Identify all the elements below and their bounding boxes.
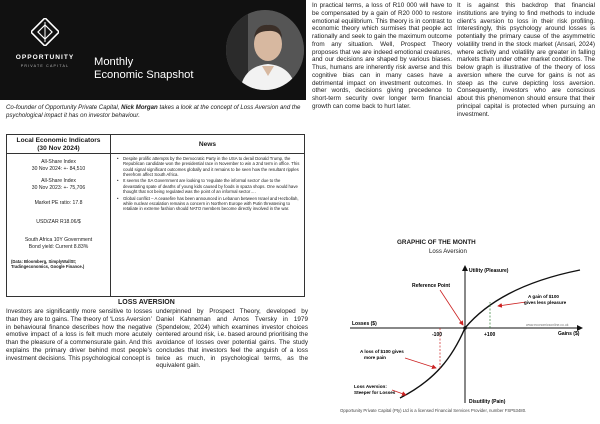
section-title: LOSS AVERSION [118, 299, 175, 306]
header-banner [0, 0, 306, 100]
author-photo [226, 10, 304, 90]
indicators-source [7, 259, 110, 270]
source-line: (Data: Bloomberg, SimplyWallSt; [11, 258, 77, 264]
losses-curve [400, 328, 465, 398]
watermark: www.economicsonline.co.uk [526, 323, 569, 327]
article-column-4: It is against this backdrop that financial institutions are trying to find methods to include client’s aversion to loss in their risk profiling. Interestingly, this psychology around losses is potentially the primary cause of the asymmetric volatility trend in the stock market (Ansari, 2024) where activity and volatility are greater in falling markets than under other market conditions. The below graph is illustrative of the theory of loss aversion where the curve for gains is not as steep as the curve depicting loss aversion. Consequently, investors who are conscious about this phenomenon should ensure that their principal capital is protected when pursuing an investment. [457, 2, 595, 118]
indicator-value: Bond yield: Current 8.83% [28, 243, 89, 250]
gain-note-line1: A gain of $100 [528, 294, 559, 299]
indicators-header [7, 135, 110, 154]
indicator-label: Market PE ratio: 17.8 [34, 199, 83, 206]
tick-neg-label: -100 [432, 332, 443, 338]
loss-note-line2: more pain [364, 355, 386, 360]
reference-arrow [440, 290, 463, 325]
gains-label: Gains ($) [558, 331, 580, 337]
news-item: • It seems the SA Government are looking to ‘regulate the informal sector’ due to the devastating spate of deaths of young kids caused by foods in spaza shops. One would have thought that not being regulated was the point of an informal sector…. [117, 178, 300, 194]
aversion-note-line1: Loss Aversion: [354, 384, 387, 389]
indicator-label: USD/ZAR R18.06/$ [36, 218, 81, 225]
intro-text [6, 104, 306, 120]
indicator-item [7, 159, 110, 172]
loss-note-line1: A loss of $100 gives [360, 349, 404, 354]
news-item: • Global conflict – A ceasefire has been announced in Lebanon between Israel and Hezbollah, while nuclear escalation remains a concern in Northern Europe with Putin threatening to retaliate in extreme fashion should NATO members become directly involved in the war. [117, 196, 300, 212]
utility-label: Utility (Pleasure) [469, 268, 509, 274]
indicator-item [7, 219, 110, 226]
disutility-label: Disutility (Pain) [469, 399, 506, 405]
losses-label: Losses ($) [352, 321, 377, 327]
page-title [94, 56, 194, 82]
logo-name: OPPORTUNITY [15, 54, 75, 61]
intro-prefix: Co-founder of Opportunity Private Capital, [6, 104, 122, 111]
indicator-value: 30 Nov 2024: +- 84,510 [31, 165, 86, 172]
gain-note-arrow [498, 302, 526, 306]
indicator-value: 30 Nov 2023: +- 75,706 [31, 185, 86, 192]
reference-label: Reference Point [412, 283, 451, 289]
company-logo [8, 18, 82, 84]
gains-curve [465, 270, 580, 328]
graphic-subtitle: Loss Aversion [429, 248, 467, 255]
article-column-2: underpinned by Prospect Theory, developed by Daniel Kahneman and Amos Tversky in 1979 (Spendelow, 2024) which examines investor choices centered around risk, i.e. based around prioritising the avoidance of losses over potential gains. The study concludes that investors feel the anguish of a loss twice as much, in psychological terms, as the equivalent gain. [156, 308, 308, 370]
intro-author: Nick Morgan [121, 104, 158, 111]
indicators-column [7, 135, 111, 296]
reference-point [463, 326, 467, 330]
loss-aversion-diagram [340, 258, 590, 408]
article-column-3: In practical terms, a loss of R10 000 will have to be compensated by a gain of R20 000 to restore emotional equilibrium. This theory is in contrast to economic theory which surmises that people act rationally and seek to gain the maximum outcome from any situation. Well, Prospect Theory proposes that we are indeed emotional creatures, and our decisions are shaped by various biases. Thus, humans are inherently risk averse and this cognitive bias can in many cases have a detrimental impact on investment outcomes. In other words, decisions giving precedence to short-term security over longer term financial growth can come back to hurt later. [312, 2, 452, 110]
portrait-image [226, 10, 304, 90]
article-column-1: Investors are significantly more sensitive to losses than they are to gains. The theory of ‘Loss Aversion’ in behavioural finance describes how the negative emotive impact of a loss is felt much more acutely than the pleasure of a commensurate gain. And this explains the primary driver behind most people’s investment decisions. This psychological concept is [6, 308, 152, 362]
indicator-label: All-Share Index [41, 178, 76, 185]
indicator-item [7, 200, 110, 207]
indicator-item [7, 178, 110, 191]
source-line: Tradingeconomics, Google Finance.) [11, 264, 85, 270]
gain-note-line2: gives less pleasure [524, 300, 567, 305]
indicator-label: South Africa 10Y Government [24, 237, 93, 244]
indicators-title-line2: (30 Nov 2024) [37, 144, 80, 152]
loss-note-arrow [405, 358, 436, 368]
tick-pos-label: +100 [484, 332, 496, 338]
logo-subtitle: PRIVATE CAPITAL [20, 64, 70, 68]
indicators-news-table [6, 134, 305, 297]
news-item: • Despite prolific attempts by the Democratic Party in the USA to derail Donald Trump, the Republican candidate won the presidential race in November to win a 2nd term in office. This could signal significant outcomes globally and it remains to be seen how the resultant ripples therefrom affect South Africa. [117, 156, 300, 177]
indicators-title-line1: Local Economic Indicators [16, 137, 101, 144]
aversion-note-line2: Steeper for Losses [354, 390, 396, 395]
intro-suffix: takes a look at the concept of Loss Aversion and the psychological impact it has on investor behaviour. [6, 104, 301, 119]
graphic-title: GRAPHIC OF THE MONTH [397, 239, 476, 246]
indicator-label: All-Share Index [41, 159, 76, 165]
logo-diamond-icon [31, 18, 59, 46]
news-list [111, 154, 304, 211]
news-header: News [111, 135, 304, 154]
footer-disclaimer: Opportunity Private Capital (Pty) Ltd is a licensed Financial Services Provider, number FSP53480. [340, 408, 527, 413]
page-title-line1: Monthly [94, 56, 134, 68]
indicator-item [7, 237, 110, 250]
page-title-line2: Economic Snapshot [94, 69, 194, 81]
news-column [111, 135, 304, 296]
